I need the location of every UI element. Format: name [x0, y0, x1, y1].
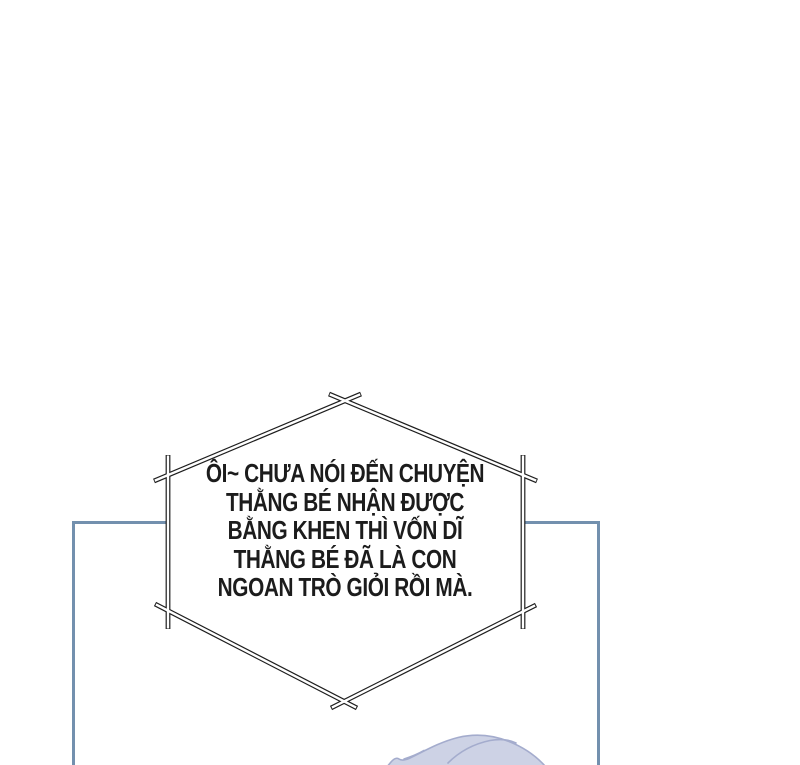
speech-text-line: THẰNG BÉ ĐÃ LÀ CON: [233, 543, 457, 574]
speech-text-line: BẰNG KHEN THÌ VỐN DĨ: [227, 515, 463, 545]
character-hair: [386, 735, 545, 765]
speech-text-line: THẰNG BÉ NHẬN ĐƯỢC: [225, 486, 465, 517]
speech-text-line: NGOAN TRÒ GIỎI RỒI MÀ.: [217, 572, 473, 602]
speech-text-line: ÔI~ CHƯA NÓI ĐẾN CHUYỆN: [205, 458, 485, 488]
speech-bubble-text: [185, 459, 505, 602]
